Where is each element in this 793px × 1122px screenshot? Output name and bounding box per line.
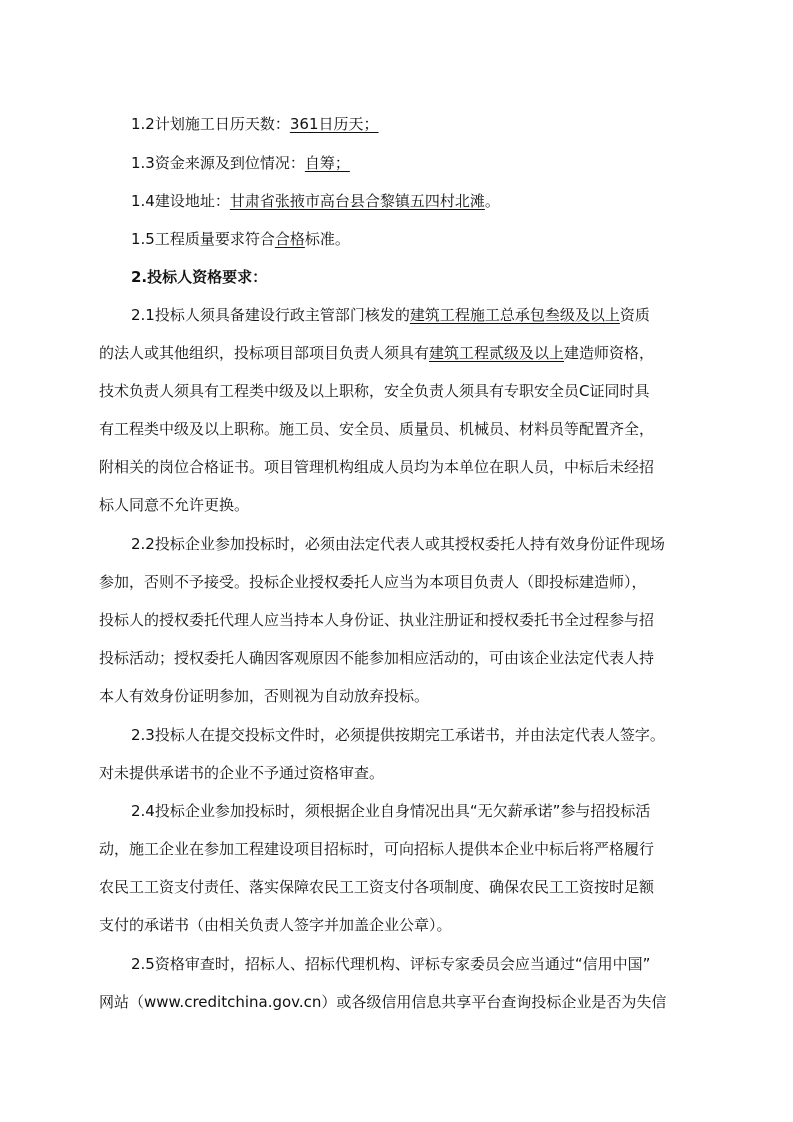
p25-line-1: 2.5资格审查时，招标人、招标代理机构、评标专家委员会应当通过“信用中国” xyxy=(131,955,651,973)
line-1-4: 1.4建设地址：甘肃省张掖市高台县合黎镇五四村北滩。 xyxy=(131,192,500,210)
p25-line-2: 网站（www.creditchina.gov.cn）或各级信用信息共享平台查询投标企业是否为失信 xyxy=(99,993,667,1011)
funding-label: 1.3资金来源及到位情况： xyxy=(131,154,305,172)
p22-line-3: 投标人的授权委托代理人应当持本人身份证、执业注册证和授权委托书全过程参与招 xyxy=(99,611,655,629)
p21-line-1: 2.1投标人须具备建设行政主管部门核发的建筑工程施工总承包叁级及以上资质 xyxy=(131,306,650,324)
p22-line-1: 2.2投标企业参加投标时，必须由法定代表人或其授权委托人持有效身份证件现场 xyxy=(131,535,665,553)
line-1-5: 1.5工程质量要求符合合格标准。 xyxy=(131,230,350,248)
constructor-grade: 建筑工程贰级及以上 xyxy=(429,344,565,362)
funding-value: 自筹； xyxy=(304,154,350,172)
planned-days-value: 361日历天； xyxy=(289,115,379,133)
p21-line-2: 的法人或其他组织，投标项目部项目负责人须具有建筑工程贰级及以上建造师资格， xyxy=(99,344,655,362)
p23-line-2: 对未提供承诺书的企业不予通过资格审查。 xyxy=(99,764,385,782)
address-value: 甘肃省张掖市高台县合黎镇五四村北滩 xyxy=(229,192,485,210)
p24-line-3: 农民工工资支付责任、落实保障农民工工资支付各项制度、确保农民工工资按时足额 xyxy=(99,878,655,896)
p21-line-5: 附相关的岗位合格证书。项目管理机构组成人员均为本单位在职人员，中标后未经招 xyxy=(99,458,655,476)
section-heading-2: 2.投标人资格要求： xyxy=(131,268,268,286)
p24-line-4: 支付的承诺书（由相关负责人签字并加盖企业公章）。 xyxy=(99,916,452,934)
planned-days-label: 1.2计划施工日历天数： xyxy=(131,115,290,133)
address-label: 1.4建设地址： xyxy=(131,192,230,210)
p21-line-3: 技术负责人须具有工程类中级及以上职称，安全负责人须具有专职安全员C证同时具 xyxy=(99,382,650,400)
p24-line-2: 动，施工企业在参加工程建设项目招标时，可向招标人提供本企业中标后将严格履行 xyxy=(99,840,655,858)
p22-line-4: 投标活动；授权委托人确因客观原因不能参加相应活动的，可由该企业法定代表人持 xyxy=(99,649,655,667)
p21-line-6: 标人同意不允许更换。 xyxy=(99,496,250,514)
line-1-3 xyxy=(131,153,350,173)
quality-value: 合格 xyxy=(274,230,305,248)
p22-line-2: 参加，否则不予接受。投标企业授权委托人应当为本项目负责人（即投标建造师）， xyxy=(99,573,647,591)
p23-line-1: 2.3投标人在提交投标文件时，必须提供按期完工承诺书，并由法定代表人签字。 xyxy=(131,726,665,744)
p24-line-1: 2.4投标企业参加投标时，须根据企业自身情况出具“无欠薪承诺”参与招投标活 xyxy=(131,802,651,820)
p22-line-5: 本人有效身份证明参加，否则视为自动放弃投标。 xyxy=(99,687,430,705)
line-1-2 xyxy=(131,114,379,134)
qualification-grade: 建筑工程施工总承包叁级及以上 xyxy=(409,306,620,324)
p21-line-4: 有工程类中级及以上职称。施工员、安全员、质量员、机械员、材料员等配置齐全， xyxy=(99,420,655,438)
